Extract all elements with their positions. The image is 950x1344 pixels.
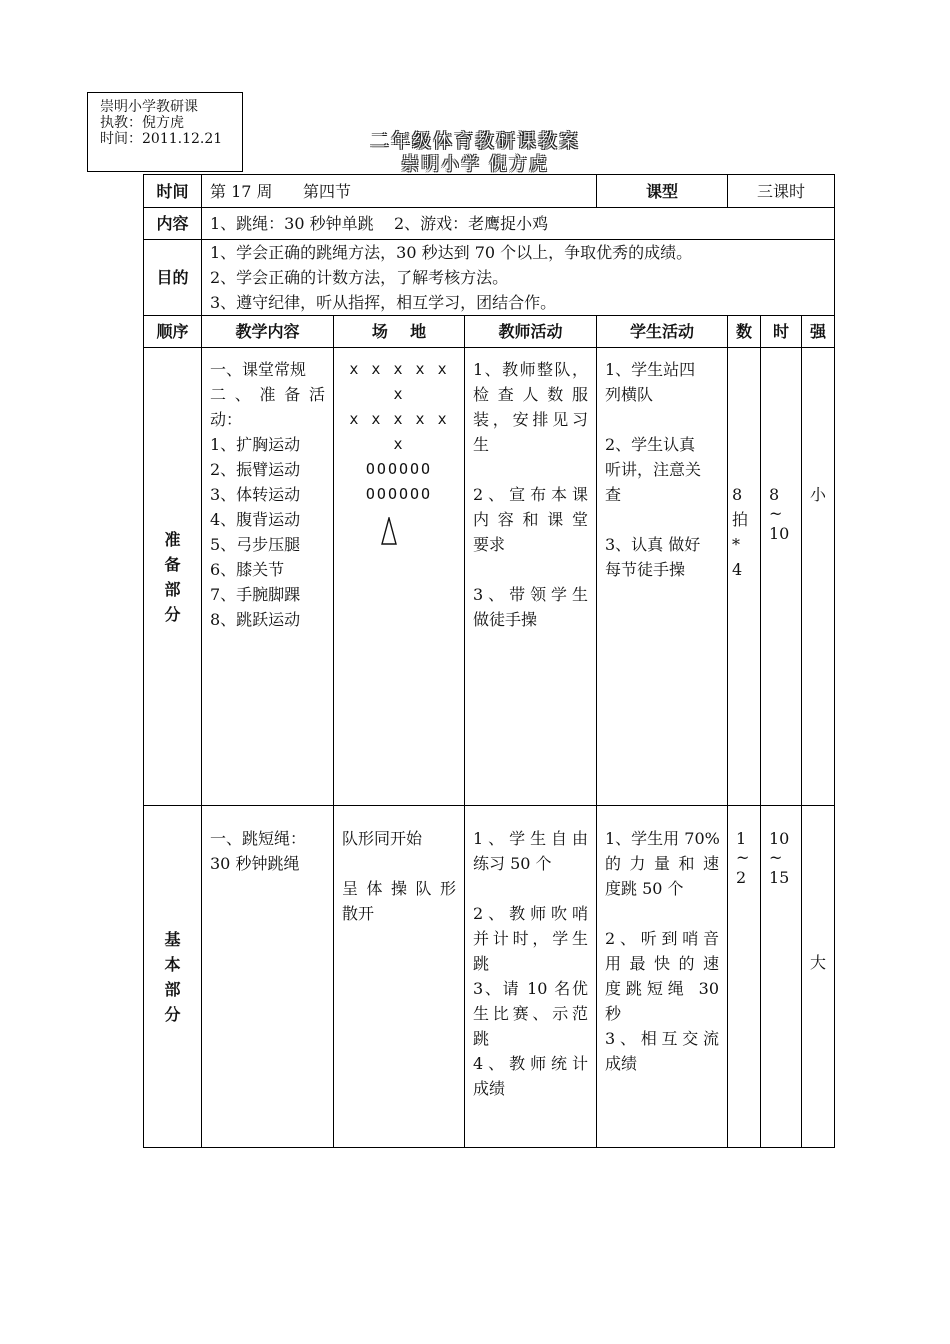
section-char: 部 [164, 579, 181, 599]
count-line: ~ [736, 848, 750, 867]
teacher-line: 4、教师统计 [473, 1054, 588, 1073]
venue-line: 呈体操队形 [342, 879, 456, 898]
col-venue-text: 场 地 [371, 322, 427, 341]
student-line: 3、相互交流 [605, 1029, 719, 1048]
col-content: 教学内容 [202, 316, 334, 348]
teacher-position-triangle [322, 517, 456, 545]
teacher-line [473, 557, 588, 582]
teacher-line: 2、教师吹哨 [473, 904, 588, 923]
lesson-type-value: 三课时 [728, 175, 835, 208]
student-line: 的力量和速 [605, 854, 719, 873]
content-line: 7、手腕脚踝 [210, 585, 301, 604]
teacher-line: 生 [473, 435, 490, 454]
info-teacher: 执教：倪方虎 [100, 115, 184, 131]
content-line: 动： [210, 410, 243, 429]
basic-section-row [144, 806, 835, 1148]
content-line: 一、跳短绳： [210, 829, 307, 848]
info-date: 时间：2011.12.21 [100, 131, 223, 147]
student-line: 每节徒手操 [605, 560, 686, 579]
content-line: 二、准备活 [210, 385, 325, 404]
section-char: 分 [164, 604, 181, 624]
triangle-icon [380, 517, 398, 545]
student-line: 3、认真 做好 [605, 535, 701, 554]
student-line: 秒 [605, 1004, 622, 1023]
lesson-plan-table [143, 174, 835, 1148]
student-line: 2、听到哨音 [605, 929, 719, 948]
col-teacher: 教师活动 [465, 316, 597, 348]
prep-count [728, 348, 761, 806]
student-line [605, 407, 719, 432]
time-line: 10 [769, 829, 790, 848]
goal-list [202, 240, 835, 316]
teacher-line: 要求 [473, 535, 506, 554]
prep-section-row [144, 348, 835, 806]
column-header-row [144, 316, 835, 348]
prep-section-label [144, 348, 202, 806]
student-line: 2、学生认真 [605, 435, 696, 454]
basic-section-label [144, 806, 202, 1148]
teacher-line: 检查人数服 [473, 385, 588, 404]
time-line: 15 [769, 868, 790, 887]
teacher-line: 3、带领学生 [473, 585, 588, 604]
count-line: * [732, 535, 740, 554]
venue-line [342, 851, 456, 876]
basic-teacher-activity [465, 806, 597, 1148]
student-line: 度跳 50 个 [605, 879, 684, 898]
time-label: 时间 [144, 175, 202, 208]
student-line: 度跳短绳 30 [605, 979, 719, 998]
formation-row: x x x x x x [349, 410, 449, 453]
col-count: 数 [728, 316, 761, 348]
teacher-line: 内容和课堂 [473, 510, 588, 529]
content-line: 3、体转运动 [210, 485, 301, 504]
section-char: 基 [164, 929, 181, 949]
student-line: 听讲，注意关 [605, 460, 702, 479]
teacher-line: 3、请 10 名优 [473, 979, 588, 998]
basic-content [202, 806, 334, 1148]
document-title: 二年级体育教研课教案 [369, 130, 580, 152]
prep-student-activity [597, 348, 728, 806]
content-row [144, 208, 835, 240]
content-line: 2、振臂运动 [210, 460, 301, 479]
col-intensity: 强 [802, 316, 835, 348]
student-line: 用最快的速 [605, 954, 719, 973]
prep-content [202, 348, 334, 806]
count-line: 拍 [732, 510, 749, 529]
content-line: 4、腹背运动 [210, 510, 301, 529]
teacher-line: 做徒手操 [473, 610, 538, 629]
prep-formation [334, 348, 465, 806]
col-time: 时 [761, 316, 802, 348]
student-line [605, 507, 719, 532]
content-line: 5、弓步压腿 [210, 535, 301, 554]
teacher-line: 并计时，学生 [473, 929, 588, 948]
col-venue [334, 316, 465, 348]
document-subtitle: 崇明小学 倪方虎 [401, 154, 549, 175]
teacher-line: 1、教师整队， [473, 360, 588, 379]
basic-student-activity [597, 806, 728, 1148]
goal-item: 2、学会正确的计数方法，了解考核方法。 [210, 268, 509, 287]
teacher-line: 跳 [473, 1029, 490, 1048]
student-line: 1、学生站四 [605, 360, 696, 379]
goal-row [144, 240, 835, 316]
content-label: 内容 [144, 208, 202, 240]
count-line: 8 [732, 485, 743, 504]
teacher-line: 1、学生自由 [473, 829, 588, 848]
time-row [144, 175, 835, 208]
section-char: 准 [164, 529, 181, 549]
prep-teacher-activity [465, 348, 597, 806]
content-line: 8、跳跃运动 [210, 610, 301, 629]
section-char: 备 [164, 554, 181, 574]
content-line: 1、扩胸运动 [210, 435, 301, 454]
count-line: 1 [736, 829, 747, 848]
goal-item: 3、遵守纪律，听从指挥，相互学习，团结合作。 [210, 293, 557, 312]
teacher-line: 练习 50 个 [473, 854, 552, 873]
info-school: 崇明小学教研课 [100, 99, 198, 115]
basic-count [728, 806, 761, 1148]
content-value-text: 1、跳绳：30 秒钟单跳 2、游戏：老鹰捉小鸡 [210, 214, 549, 233]
goal-item: 1、学会正确的跳绳方法，30 秒达到 70 个以上，争取优秀的成绩。 [210, 243, 693, 262]
count-line: 4 [732, 560, 743, 579]
teacher-line: 生比赛、示范 [473, 1004, 588, 1023]
basic-intensity: 大 [802, 806, 835, 1148]
teacher-line: 成绩 [473, 1079, 506, 1098]
section-char: 部 [164, 979, 181, 999]
content-value [202, 208, 835, 240]
formation-row: OOOOOO [365, 485, 433, 503]
time-line: 10 [769, 524, 790, 543]
content-line: 30 秒钟跳绳 [210, 854, 300, 873]
section-char: 本 [164, 954, 181, 974]
time-line: 8 [769, 485, 780, 504]
content-line: 一、课堂常规 [210, 360, 307, 379]
basic-venue [334, 806, 465, 1148]
venue-line: 队形同开始 [342, 829, 423, 848]
time-line: ~ [769, 504, 783, 523]
basic-time [761, 806, 802, 1148]
teacher-line: 跳 [473, 954, 490, 973]
prep-intensity: 小 [802, 348, 835, 806]
student-line: 1、学生用 70% [605, 829, 720, 848]
col-student: 学生活动 [597, 316, 728, 348]
goal-label: 目的 [144, 240, 202, 316]
lesson-type-label: 课型 [597, 175, 728, 208]
student-line: 列横队 [605, 385, 654, 404]
venue-line: 散开 [342, 904, 375, 923]
student-line: 成绩 [605, 1054, 638, 1073]
formation-row: OOOOOO [365, 460, 433, 478]
student-line: 查 [605, 485, 622, 504]
time-value [202, 175, 597, 208]
col-order: 顺序 [144, 316, 202, 348]
time-line: ~ [769, 848, 783, 867]
content-line: 6、膝关节 [210, 560, 285, 579]
count-line: 2 [736, 868, 747, 887]
section-char: 分 [164, 1004, 181, 1024]
teacher-line [473, 457, 588, 482]
prep-time [761, 348, 802, 806]
formation-row: x x x x x x [349, 360, 449, 403]
lesson-info-box [87, 92, 243, 172]
teacher-line: 装，安排见习 [473, 410, 588, 429]
student-line [605, 901, 719, 926]
time-value-text: 第 17 周 第四节 [210, 181, 352, 201]
teacher-line: 2、宣布本课 [473, 485, 588, 504]
teacher-line [473, 876, 588, 901]
